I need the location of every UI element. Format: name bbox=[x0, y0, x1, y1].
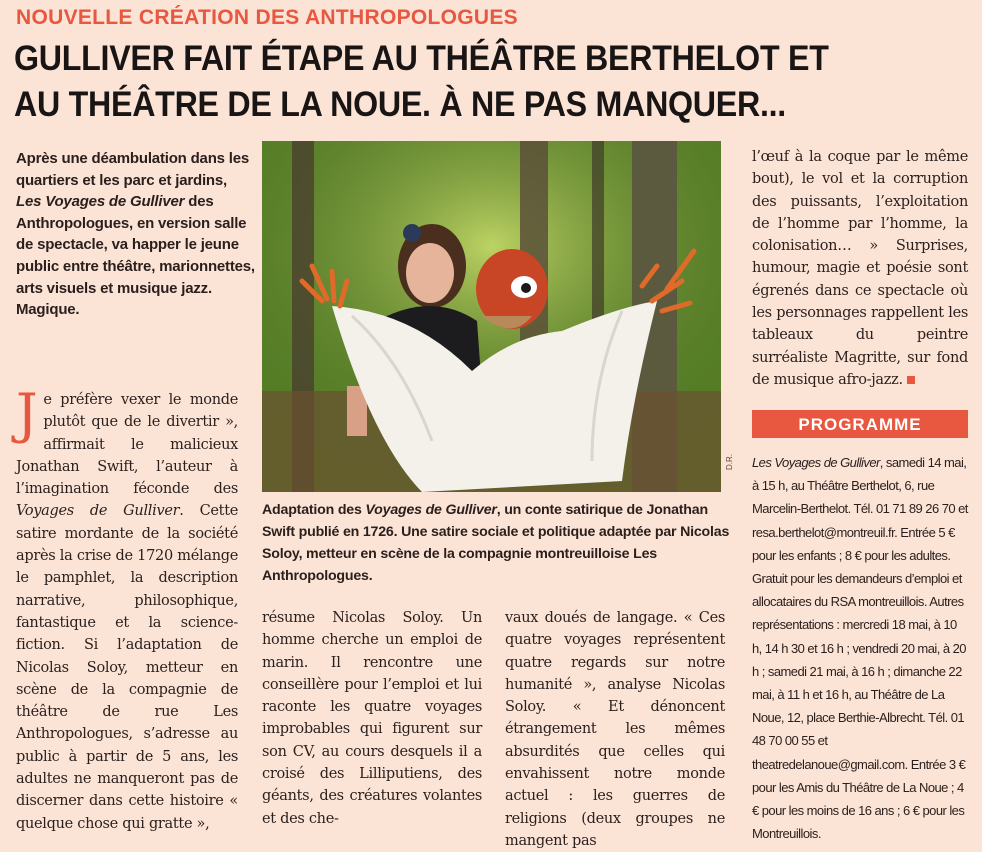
photo-caption bbox=[262, 499, 732, 587]
article-photo bbox=[262, 141, 721, 492]
body-column-left bbox=[16, 382, 239, 835]
photo-illustration bbox=[262, 141, 721, 492]
chapo-part-2: des Anthropologues, en version salle de spectacle, va happer le jeune public entre théâtre, marionnettes, arts visuels et musique jazz. Magique. bbox=[16, 193, 255, 319]
drop-cap: J bbox=[16, 382, 38, 445]
programme-badge: PROGRAMME bbox=[752, 410, 968, 438]
programme-work-title: Les Voyages de Gulliver bbox=[752, 455, 880, 470]
programme-details bbox=[752, 451, 968, 845]
caption-work-title: Voyages de Gulliver bbox=[365, 502, 497, 518]
chapo-work-title: Les Voyages de Gulliver bbox=[16, 193, 185, 211]
end-mark-icon bbox=[907, 376, 915, 384]
body-work-title: Voyages de Gulliver bbox=[16, 503, 180, 520]
body-column-middle-2: vaux doués de langage. « Ces quatre voyages représentent quatre regards sur notre humanité », analyse Nicolas Soloy. « Et dénoncent étrangement les mêmes absurdités que celles qui envahissent notre monde actuel : les guerres de religions (deux groupes ne mangent pas bbox=[505, 610, 725, 849]
body-right-text: l’œuf à la coque par le même bout), le vol et la corruption des puissants, l’exploitation de l’homme par l’homme, la colonisation… » Surprises, humour, magie et poésie sont égrenés dans ce spectacle où les personnages rappellent les tableaux du peintre surréaliste Magritte, sur fond de musique afro-jazz. bbox=[752, 149, 968, 388]
body-column-middle-1: résume Nicolas Soloy. Un homme cherche un emploi de marin. Il rencontre une conseillère pour l’emploi et lui raconte les quatre voyages improbables qui figurent sur son CV, au cours desquels il a croisé des Lilliputiens, des géants, des créatures volantes et des che- bbox=[262, 610, 482, 827]
chapo-part-1: Après une déambulation dans les quartiers et les parc et jardins, bbox=[16, 150, 250, 189]
chapo-intro bbox=[16, 148, 256, 321]
programme-text: , samedi 14 mai, à 15 h, au Théâtre Berthelot, 6, rue Marcelin-Berthelot. Tél. 01 71 89 26 70 et resa.berthelot@montreuil.fr. Entrée 5 € pour les enfants ; 8 € pour les adultes. Gratuit pour les demandeurs d’emploi et allocataires du RSA montreuillois. Autres représentations : mercredi 18 mai, à 10 h, 14 h 30 et 16 h ; vendredi 20 mai, à 20 h ; samedi 21 mai, à 16 h ; dimanche 22 mai, à 11 h et 16 h, au Théâtre de La Noue, 12, place Berthie-Albrecht. Tél. 01 48 70 00 55 et theatredelanoue@gmail.com. Entrée 3 € pour les Amis du Théâtre de La Noue ; 4 € pour les moins de 16 ans ; 6 € pour les Montreuillois. bbox=[752, 455, 968, 842]
kicker: NOUVELLE CRÉATION DES ANTHROPOLOGUES bbox=[16, 6, 518, 29]
caption-part-1: Adaptation des bbox=[262, 502, 362, 518]
body-left-part-2: . Cette satire mordante de la société après la crise de 1720 mélange le pamphlet, la description narrative, philosophique, fantastique et la science-fiction. Si l’adaptation de Nicolas Soloy, metteur en scène de la compagnie de théâtre de rue Les Anthropologues, s’adresse au public à partir de 5 ans, les adultes ne manqueront pas de discerner dans cette histoire « quelque chose qui gratte », bbox=[16, 503, 239, 832]
headline-line-1: GULLIVER FAIT ÉTAPE AU THÉÂTRE BERTHELOT ET bbox=[14, 39, 829, 78]
body-column-right bbox=[752, 146, 968, 391]
body-left-part-1: e préfère vexer le monde plutôt que de le divertir », affirmait le malicieux Jonathan Swift, l’auteur à l’imagination féconde des bbox=[16, 392, 238, 498]
caption-part-2: , un conte satirique de Jonathan Swift publié en 1726. Une satire sociale et politique adaptée par Nicolas Soloy, metteur en scène de la compagnie montreuilloise Les Anthropologues. bbox=[262, 502, 730, 584]
headline bbox=[14, 36, 897, 128]
photo-credit: D.R. bbox=[725, 454, 734, 470]
headline-line-2: AU THÉÂTRE DE LA NOUE. À NE PAS MANQUER... bbox=[14, 85, 786, 124]
